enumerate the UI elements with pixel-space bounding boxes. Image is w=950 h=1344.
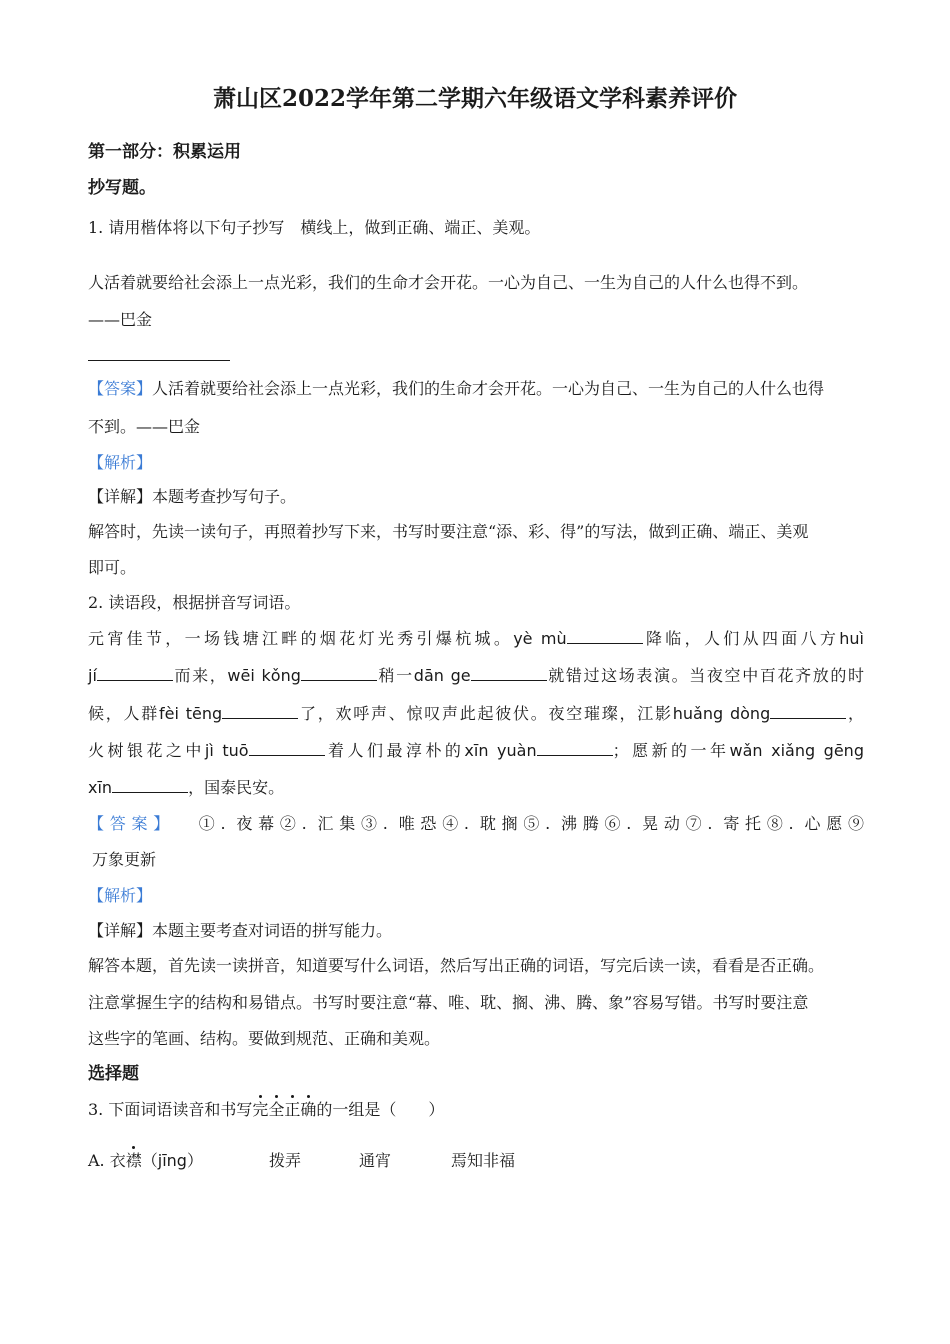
q3-prompt (88, 1099, 444, 1121)
option-word: 通宵 (358, 1151, 391, 1170)
page-title: 萧山区2022学年第二学期六年级语文学科素养评价 (212, 85, 737, 112)
emphasis-char: 全 (268, 1100, 285, 1119)
answer-item: ⑧. 心愿 (766, 814, 848, 833)
pinyin-2a: huì (839, 629, 864, 648)
passage-text: 着人们最淳朴的 (324, 741, 465, 760)
detail-tag: 【详解】 (88, 921, 153, 940)
q2-explain-2: 注意掌握生字的结构和易错点。书写时要注意“幕、唯、耽、搁、沸、腾、象”容易写错。书写时要注意 (88, 993, 809, 1012)
passage-text: ；愿新的一年 (612, 741, 730, 760)
option-label: A. 衣 (88, 1151, 126, 1170)
passage-text: 元宵佳节，一场钱塘江畔的烟花灯光秀引爆杭城。 (88, 629, 514, 648)
blank-3[interactable] (301, 665, 377, 681)
option-word: 焉知非福 (450, 1151, 515, 1170)
option-word: 拨弄 (268, 1151, 301, 1170)
pinyin-8: xīn yuàn (464, 741, 537, 760)
answer-item: ⑦. 寄托 (685, 814, 767, 833)
passage-text: 就错过这场表演。当夜空中百花齐放的时 (546, 666, 864, 685)
q1-answer (88, 378, 824, 400)
pinyin-5: fèi tēng (159, 704, 223, 723)
passage-text: 火树银花之中 (88, 741, 205, 760)
blank-2[interactable] (97, 665, 173, 681)
answer-item: ⑨ (847, 814, 864, 833)
pinyin: （jīng） (141, 1151, 203, 1170)
q2-passage-line-3 (88, 703, 864, 725)
passage-text: 了，欢呼声、惊叹声此起彼伏。夜空璀璨，江影 (298, 704, 673, 723)
emphasis-text (252, 1100, 316, 1119)
blank-1[interactable] (567, 628, 643, 644)
q1-detail-text: 本题考查抄写句子。 (152, 487, 297, 506)
q2-answer-last: 万象更新 (92, 850, 157, 869)
blank-5[interactable] (222, 703, 298, 719)
q2-explain-3: 这些字的笔画、结构。要做到规范、正确和美观。 (88, 1029, 441, 1048)
q2-passage-line-1 (88, 628, 864, 650)
passage-text: 而来， (172, 666, 228, 685)
answer-item: ⑤. 沸腾 (523, 814, 605, 833)
q1-answer-text-2: 不到。——巴金 (88, 417, 201, 436)
passage-text: ，国泰民安。 (188, 778, 285, 797)
answer-item: ⑥. 晃动 (604, 814, 686, 833)
answer-item: ③. 唯恐 (361, 814, 443, 833)
section-heading-copy: 抄写题。 (88, 178, 156, 198)
section-heading-choice: 选择题 (88, 1064, 139, 1084)
blank-4[interactable] (471, 665, 547, 681)
blank-9[interactable] (112, 777, 188, 793)
emphasis-char: 正 (284, 1100, 301, 1119)
q2-passage-line-4 (88, 740, 864, 762)
q2-detail (88, 920, 392, 942)
pinyin-9a: wǎn xiǎng gēng (729, 741, 864, 760)
q2-passage-line-2 (88, 665, 864, 687)
answer-item: ②. 汇集 (279, 814, 362, 833)
dotted-char: 襟 (125, 1151, 142, 1170)
answer-item: ④. 耽搁 (442, 814, 524, 833)
q2-analysis-tag: 【解析】 (88, 886, 153, 905)
answer-tag: 【答案】 (88, 379, 153, 398)
q1-analysis-tag: 【解析】 (88, 453, 153, 472)
blank-8[interactable] (537, 740, 613, 756)
passage-text: 稍一 (376, 666, 414, 685)
pinyin-9b: xīn (88, 778, 113, 797)
emphasis-char: 完 (252, 1100, 269, 1119)
blank-7[interactable] (249, 740, 325, 756)
q1-explain-2: 即可。 (88, 558, 137, 577)
q1-prompt: 1. 请用楷体将以下句子抄写 横线上，做到正确、端正、美观。 (88, 218, 541, 237)
q2-explain-1: 解答本题，首先读一读拼音，知道要写什么词语，然后写出正确的词语，写完后读一读，看看是否正确。 (88, 956, 825, 975)
passage-text: 降临，人们从四面八方 (642, 629, 840, 648)
part-heading: 第一部分：积累运用 (88, 142, 241, 162)
q2-detail-text: 本题主要考查对词语的拼写能力。 (152, 921, 393, 940)
pinyin-4: dān ge (413, 666, 471, 685)
q3-option-a[interactable] (88, 1150, 515, 1172)
q2-prompt: 2. 读语段，根据拼音写词语。 (88, 593, 301, 612)
pinyin-7: jì tuō (204, 741, 249, 760)
q1-answer-line (88, 360, 230, 361)
q1-detail (88, 486, 296, 508)
pinyin-1: yè mù (513, 629, 567, 648)
q2-answer (88, 813, 864, 835)
q3-prompt-text: 3. 下面词语读音和书写 (88, 1100, 253, 1119)
q1-explain-1: 解答时，先读一读句子，再照着抄写下来，书写时要注意“添、彩、得”的写法，做到正确、端正、美观 (88, 522, 809, 541)
q1-quote: 人活着就要给社会添上一点光彩，我们的生命才会开花。一心为自己、一生为自己的人什么也得不到。 (88, 273, 809, 292)
passage-text: ， (846, 704, 864, 723)
blank-6[interactable] (770, 703, 846, 719)
q2-passage-line-5 (88, 777, 284, 799)
q3-prompt-text: 的一组是（ ） (316, 1100, 445, 1119)
detail-tag: 【详解】 (88, 487, 153, 506)
passage-text: 候，人群 (88, 704, 160, 723)
emphasis-char: 确 (300, 1100, 317, 1119)
answer-tag: 【答案】 (88, 814, 175, 833)
q1-answer-text-1: 人活着就要给社会添上一点光彩，我们的生命才会开花。一心为自己、一生为自己的人什么也得 (152, 379, 825, 398)
pinyin-2b: jí (88, 666, 97, 685)
q1-author: ——巴金 (88, 310, 153, 329)
answer-item: ①. 夜幕 (192, 814, 280, 833)
pinyin-3: wēi kǒng (227, 666, 301, 685)
pinyin-6: huǎng dòng (672, 704, 771, 723)
